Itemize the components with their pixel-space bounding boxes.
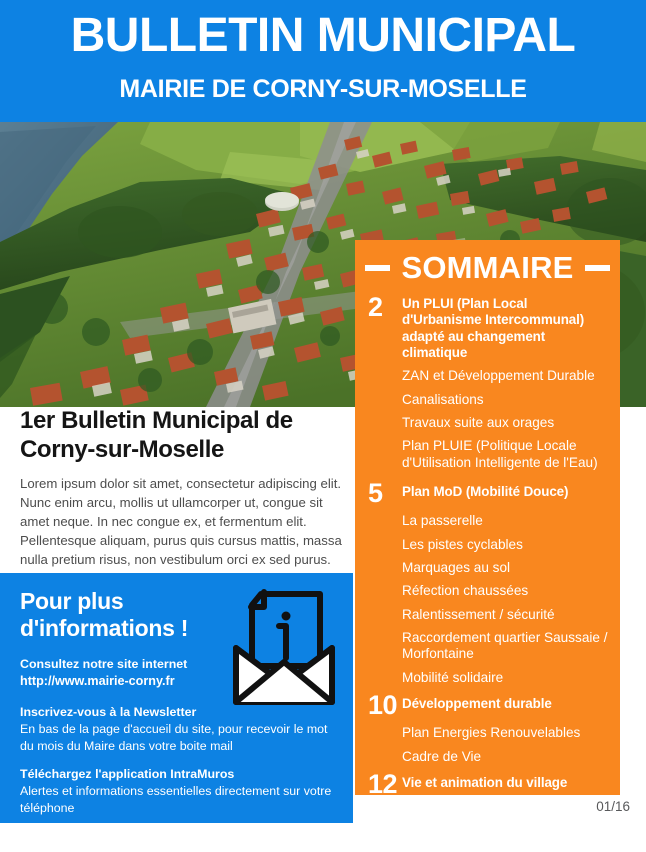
app-group (20, 766, 335, 816)
toc-subitem[interactable]: Marquages au sol (402, 560, 511, 576)
intro-block (20, 407, 342, 569)
toc-entry-title: Un PLUI (Plan Local d'Urbanisme Intercommunal) adapté au changement climatique (402, 296, 585, 361)
website-url-link[interactable]: http://www.mairie-corny.fr (20, 673, 175, 688)
website-label: Consultez notre site internet (20, 656, 188, 671)
toc-subitem[interactable]: Les pistes cyclables (402, 536, 523, 552)
toc-page-number: 16 (368, 821, 398, 852)
more-information-heading: Pour plus d'informations ! (20, 588, 189, 641)
newsletter-label: Inscrivez-vous à la Newsletter (20, 705, 197, 720)
toc-entry-title: Vie et animation du village (402, 774, 568, 790)
dash-left-icon (365, 265, 390, 271)
newsletter-group (20, 704, 335, 754)
toc-page-number: 5 (368, 477, 383, 508)
toc-subitem[interactable]: La passerelle (402, 513, 483, 529)
table-of-contents (365, 294, 610, 850)
toc-entry[interactable] (368, 689, 610, 720)
toc-subitem[interactable]: Raccordement quartier Saussaie / Morfontaine (402, 629, 608, 662)
toc-entry-title: Finances (402, 801, 460, 817)
toc-subitem[interactable]: Réfection chaussées (402, 583, 529, 599)
page-number: 01/16 (596, 799, 630, 814)
intro-body: Lorem ipsum dolor sit amet, consectetur adipiscing elit. Nunc enim arcu, mollis ut ullamcorper ut, congue sit amet neque. In nec congue ex, et fermentum elit. Pellentesque aliquam, purus quis cursus mattis, massa nulla pretium risus, non vestibulum orci ex sed purus. (20, 475, 342, 568)
toc-subitem[interactable]: Travaux suite aux orages (402, 415, 555, 430)
toc-entry[interactable] (368, 294, 610, 361)
toc-entry[interactable] (368, 768, 610, 799)
toc-subitem[interactable]: ZAN et Développement Durable (402, 368, 595, 384)
toc-subitem[interactable]: Cadre de Vie (402, 748, 482, 764)
toc-entry[interactable] (368, 795, 610, 826)
toc-entry[interactable] (368, 821, 610, 852)
app-text: Alertes et informations essentielles directement sur votre téléphone (20, 784, 332, 815)
page-title: BULLETIN MUNICIPAL (70, 9, 576, 62)
app-label: Téléchargez l'application IntraMuros (20, 767, 235, 782)
intro-title: 1er Bulletin Municipal de Corny-sur-Moselle (20, 407, 293, 463)
envelope-info-icon (228, 580, 340, 710)
sommaire-title-row (365, 252, 610, 283)
dash-right-icon (585, 265, 610, 271)
toc-entry-title: CCAS (402, 827, 440, 843)
toc-page-number: 10 (368, 689, 398, 720)
toc-subitem[interactable]: Plan PLUIE (Politique Locale d'Utilisation Intelligente de l'Eau) (402, 438, 598, 470)
page-header (0, 0, 646, 122)
newsletter-text: En bas de la page d'accueil du site, pour recevoir le mot du mois du Maire dans votre boite mail (20, 721, 328, 753)
toc-subitem[interactable]: Canalisations (402, 391, 484, 407)
toc-subitem[interactable]: Plan Energies Renouvelables (402, 725, 581, 741)
toc-subitem[interactable]: Mobilité solidaire (402, 669, 504, 685)
toc-page-number: 2 (368, 292, 383, 322)
toc-page-number: 12 (368, 768, 398, 799)
toc-page-number: 15 (368, 795, 398, 826)
toc-entry[interactable] (368, 477, 610, 508)
toc-entry-title: Plan MoD (Mobilité Douce) (402, 483, 569, 499)
toc-subitem[interactable]: Ralentissement / sécurité (402, 606, 555, 622)
toc-entry-title: Développement durable (402, 695, 552, 711)
sommaire-title: SOMMAIRE (401, 250, 574, 285)
page-subtitle: MAIRIE DE CORNY-SUR-MOSELLE (119, 75, 527, 103)
